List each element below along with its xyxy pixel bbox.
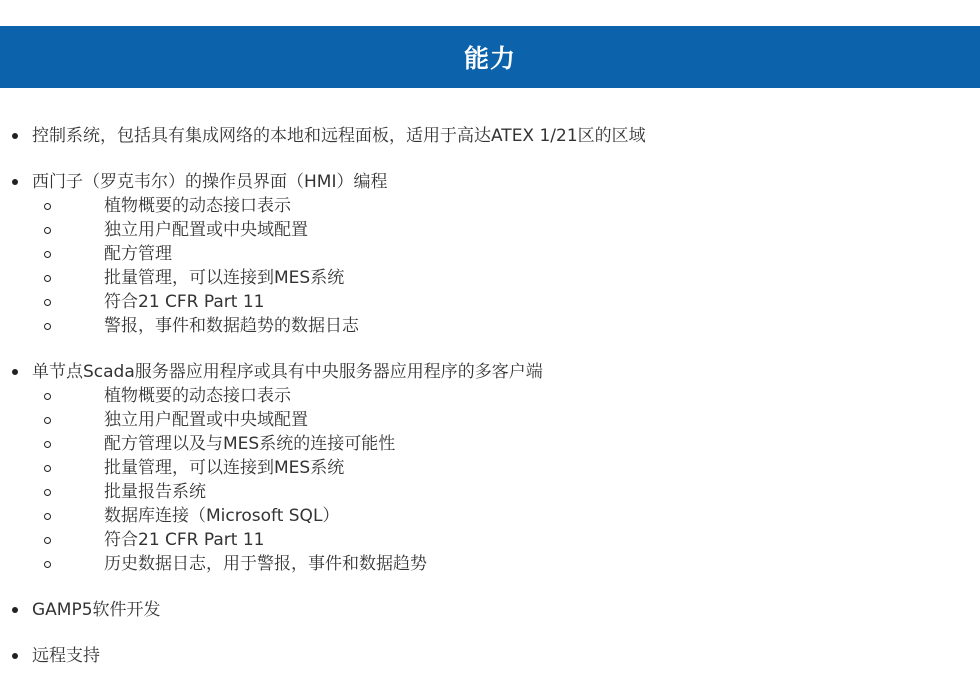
capability-sub-item: [32, 218, 980, 242]
bullet-circle-icon: [44, 299, 51, 306]
page-title: 能力: [463, 44, 516, 73]
capability-sub-item: [32, 266, 980, 290]
capability-sub-list: [32, 194, 980, 338]
capability-sub-text: 独立用户配置或中央域配置: [104, 410, 308, 430]
capability-sub-text: 批量报告系统: [104, 482, 206, 502]
capability-sub-text: 警报，事件和数据趋势的数据日志: [104, 316, 359, 336]
capability-sub-item: [32, 552, 980, 576]
capability-item: [0, 124, 980, 148]
capability-sub-item: [32, 456, 980, 480]
capability-text: 单节点Scada服务器应用程序或具有中央服务器应用程序的多客户端: [32, 362, 543, 382]
capability-sub-text: 批量管理，可以连接到MES系统: [104, 458, 345, 478]
capability-text: 远程支持: [32, 646, 100, 666]
bullet-dot-icon: [12, 179, 18, 185]
capability-sub-text: 数据库连接（Microsoft SQL）: [104, 506, 340, 526]
bullet-circle-icon: [44, 251, 51, 258]
capability-sub-item: [32, 504, 980, 528]
capability-item: [0, 170, 980, 338]
bullet-circle-icon: [44, 441, 51, 448]
capability-text: 西门子（罗克韦尔）的操作员界面（HMI）编程: [32, 172, 388, 192]
bullet-circle-icon: [44, 393, 51, 400]
capability-sub-item: [32, 290, 980, 314]
bullet-circle-icon: [44, 561, 51, 568]
capability-sub-text: 符合21 CFR Part 11: [104, 292, 265, 312]
bullet-circle-icon: [44, 417, 51, 424]
capability-sub-text: 植物概要的动态接口表示: [104, 196, 291, 216]
capability-sub-item: [32, 242, 980, 266]
capability-sub-list: [32, 384, 980, 576]
capability-item: [0, 644, 980, 668]
capabilities-list: [0, 124, 980, 668]
bullet-circle-icon: [44, 227, 51, 234]
bullet-dot-icon: [12, 369, 18, 375]
capability-sub-text: 独立用户配置或中央域配置: [104, 220, 308, 240]
capability-sub-text: 符合21 CFR Part 11: [104, 530, 265, 550]
bullet-circle-icon: [44, 323, 51, 330]
capability-sub-text: 配方管理: [104, 244, 172, 264]
capability-sub-item: [32, 528, 980, 552]
capability-text: GAMP5软件开发: [32, 600, 161, 620]
capability-sub-item: [32, 194, 980, 218]
capability-sub-text: 批量管理，可以连接到MES系统: [104, 268, 345, 288]
header-banner: [0, 26, 980, 88]
bullet-circle-icon: [44, 465, 51, 472]
bullet-circle-icon: [44, 537, 51, 544]
bullet-circle-icon: [44, 489, 51, 496]
capability-sub-item: [32, 480, 980, 504]
bullet-circle-icon: [44, 275, 51, 282]
bullet-dot-icon: [12, 653, 18, 659]
bullet-circle-icon: [44, 203, 51, 210]
bullet-dot-icon: [12, 133, 18, 139]
capability-item: [0, 598, 980, 622]
capability-sub-item: [32, 408, 980, 432]
bullet-dot-icon: [12, 607, 18, 613]
capability-sub-text: 植物概要的动态接口表示: [104, 386, 291, 406]
capability-sub-text: 历史数据日志，用于警报，事件和数据趋势: [104, 554, 427, 574]
capabilities-content: [0, 124, 980, 690]
capability-sub-text: 配方管理以及与MES系统的连接可能性: [104, 434, 396, 454]
bullet-circle-icon: [44, 513, 51, 520]
capability-text: 控制系统，包括具有集成网络的本地和远程面板，适用于高达ATEX 1/21区的区域: [32, 126, 646, 146]
capability-sub-item: [32, 384, 980, 408]
capability-item: [0, 360, 980, 576]
capability-sub-item: [32, 432, 980, 456]
capability-sub-item: [32, 314, 980, 338]
